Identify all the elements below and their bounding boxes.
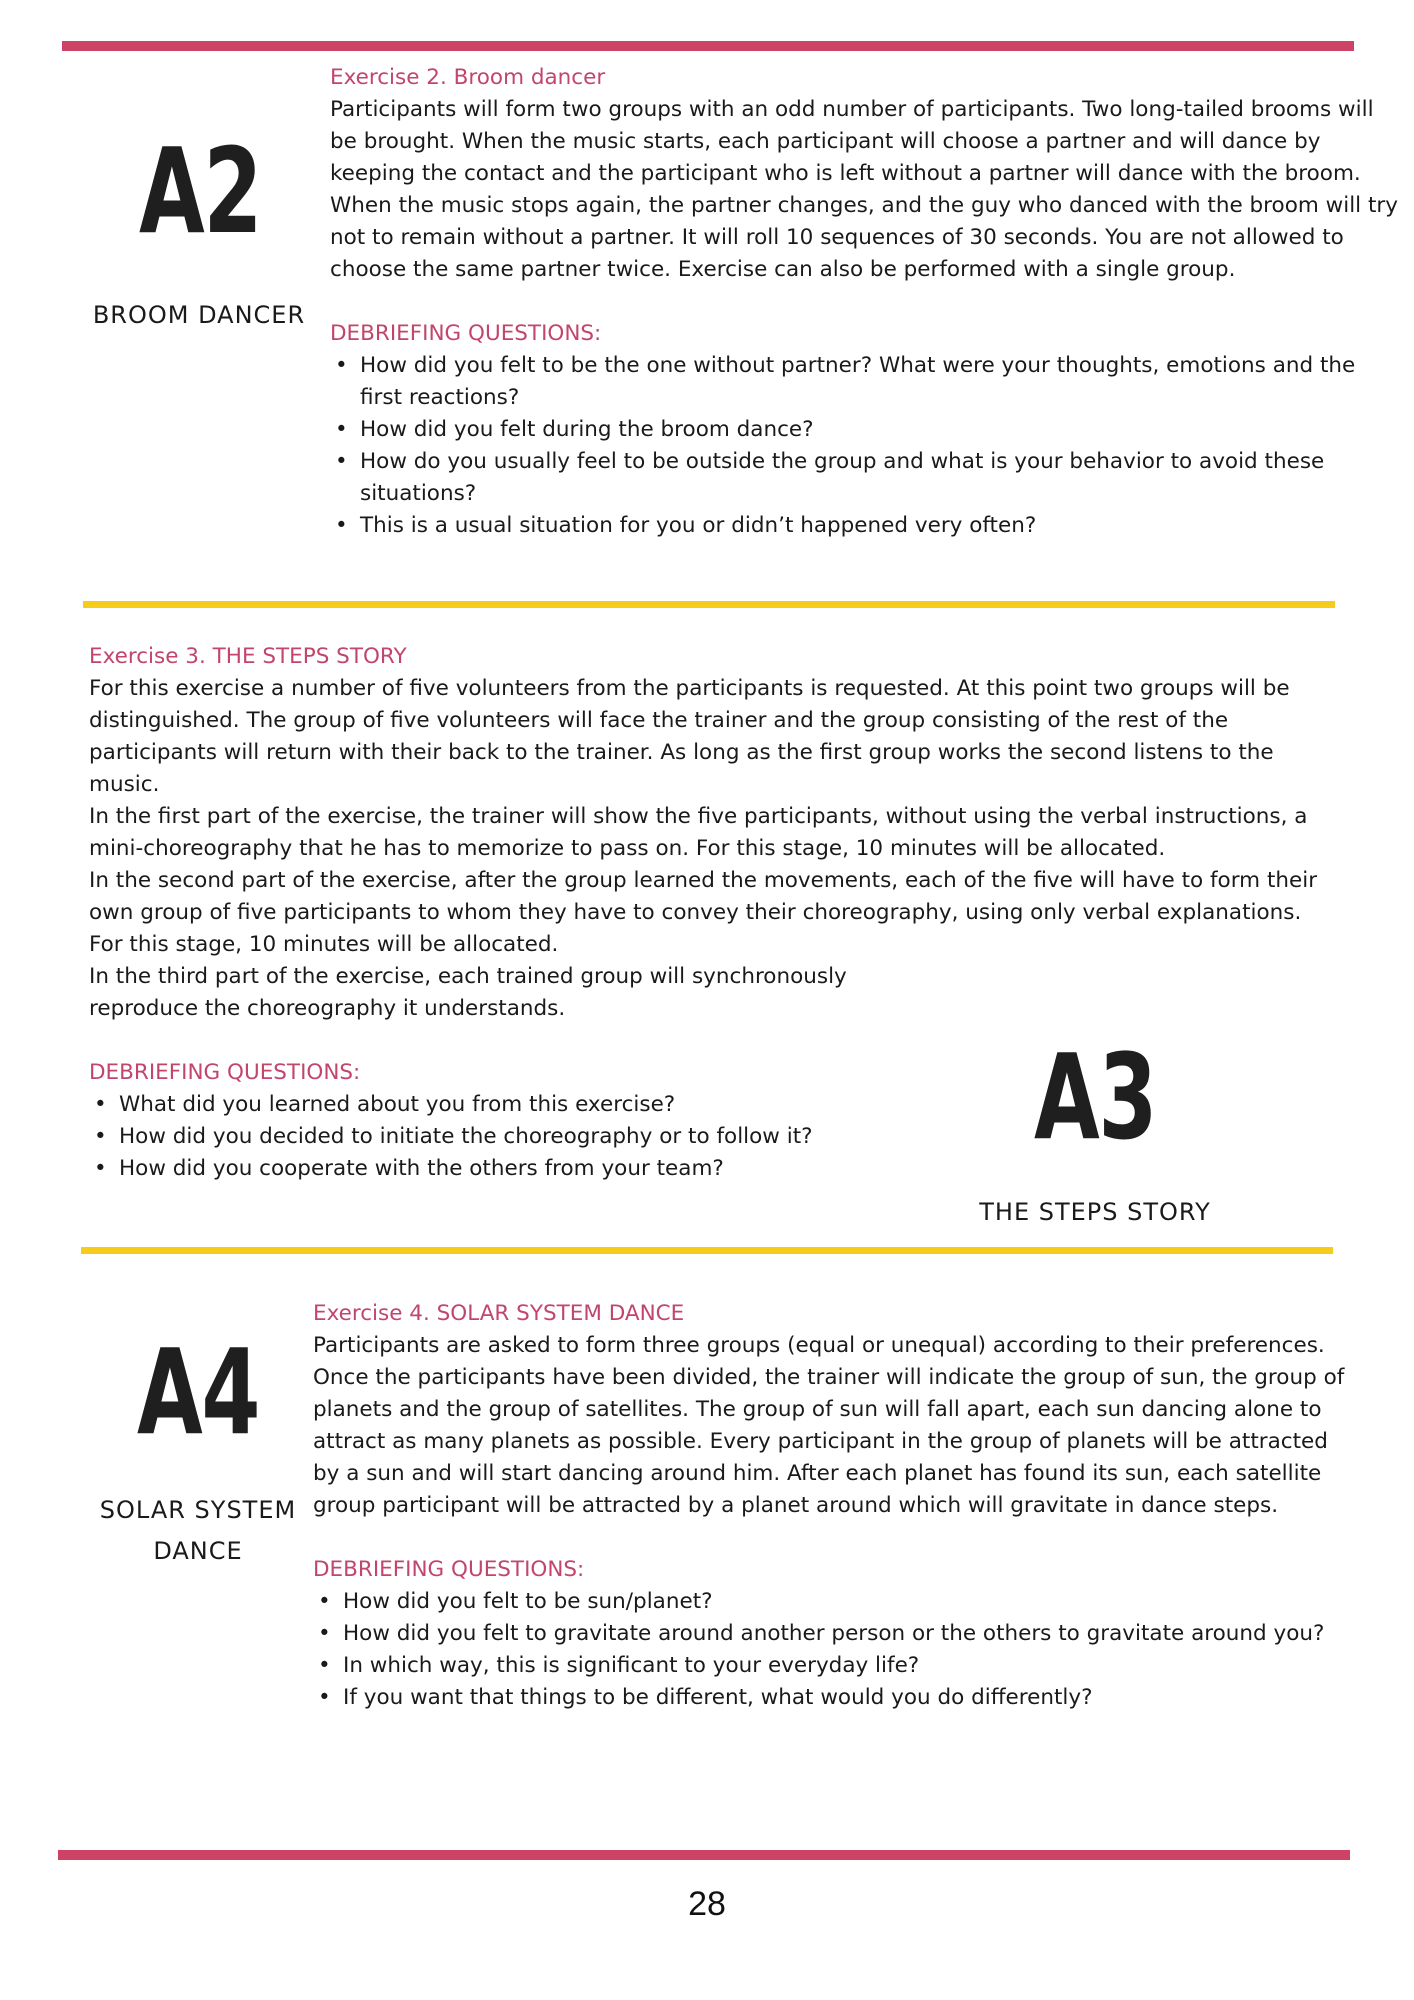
exercise-paragraph-a3-2: In the first part of the exercise, the trainer will show the five participants, without using the verbal instructions, a mini-choreography that he has to memorize to pass on. For this stage, 10 minutes will be allocated. <box>89 804 1308 861</box>
question-item: • How do you usually feel to be outside the group and what is your behavior to avoid these situations? <box>330 446 1400 510</box>
exercise-paragraph-a3-4: In the third part of the exercise, each trained group will synchronously reproduce the choreography it understands. <box>89 964 847 1021</box>
question-item: • How did you felt to be sun/planet? <box>313 1586 1358 1618</box>
question-item: • What did you learned about you from this exercise? <box>89 1089 949 1121</box>
debriefing-heading-a3: DEBRIEFING QUESTIONS: <box>89 1060 361 1085</box>
exercise-name-a3: THE STEPS STORY <box>979 1198 1211 1226</box>
exercise-name-a4: SOLAR SYSTEM DANCE <box>99 1496 297 1565</box>
question-item: • How did you felt to be the one without partner? What were your thoughts, emotions and the first reactions? <box>330 350 1400 414</box>
exercise-heading-a4: Exercise 4. SOLAR SYSTEM DANCE <box>313 1301 685 1326</box>
exercise-code-a4: A4 <box>137 1323 259 1461</box>
exercise-code-a2: A2 <box>139 122 261 260</box>
question-item: • If you want that things to be different, what would you do differently? <box>313 1682 1358 1714</box>
top-divider <box>62 41 1354 51</box>
page-number: 28 <box>688 1885 726 1923</box>
exercise-code-a3: A3 <box>1034 1028 1156 1166</box>
question-item: • How did you felt to gravitate around another person or the others to gravitate around you? <box>313 1618 1358 1650</box>
exercise-heading-a3: Exercise 3. THE STEPS STORY <box>89 644 407 669</box>
debriefing-heading-a4: DEBRIEFING QUESTIONS: <box>313 1557 585 1582</box>
exercise-a4-body <box>313 1298 1358 1714</box>
exercise-description-a2: Participants will form two groups with an odd number of participants. Two long-tailed brooms will be brought. When the music starts, each participant will choose a partner and will dance by keeping the contact and the participant who is left without a partner will dance with the broom. When the music stops again, the partner changes, and the guy who danced with the broom will try not to remain without a partner. It will roll 10 sequences of 30 seconds. You are not allowed to choose the same partner twice. Exercise can also be performed with a single group. <box>330 97 1398 282</box>
exercise-a2-body <box>330 62 1400 542</box>
exercise-heading-a2: Exercise 2. Broom dancer <box>330 65 606 90</box>
question-item: • How did you decided to initiate the choreography or to follow it? <box>89 1121 949 1153</box>
question-item: • This is a usual situation for you or didn’t happened very often? <box>330 510 1400 542</box>
question-item: • In which way, this is significant to your everyday life? <box>313 1650 1358 1682</box>
debriefing-questions-a2 <box>330 350 1400 542</box>
question-item: • How did you cooperate with the others from your team? <box>89 1153 949 1185</box>
bottom-divider <box>58 1850 1350 1860</box>
section-divider <box>83 601 1335 608</box>
exercise-paragraph-a3-1: For this exercise a number of five volunteers from the participants is requested. At this point two groups will be distinguished. The group of five volunteers will face the trainer and the group consisting of the rest of the participants will return with their back to the trainer. As long as the first group works the second listens to the music. <box>89 676 1290 797</box>
exercise-description-a4: Participants are asked to form three groups (equal or unequal) according to their preferences. Once the participants have been divided, the trainer will indicate the group of sun, the group of planets and the group of satellites. The group of sun will fall apart, each sun dancing alone to attract as many planets as possible. Every participant in the group of planets will be attracted by a sun and will start dancing around him. After each planet has found its sun, each satellite group participant will be attracted by a planet around which will gravitate in dance steps. <box>313 1333 1345 1518</box>
section-divider <box>81 1247 1333 1254</box>
debriefing-questions-a3 <box>89 1089 949 1185</box>
question-item: • How did you felt during the broom dance? <box>330 414 1400 446</box>
exercise-paragraph-a3-3: In the second part of the exercise, after the group learned the movements, each of the five will have to form their own group of five participants to whom they have to convey their choreography, using only verbal explanations. For this stage, 10 minutes will be allocated. <box>89 868 1318 957</box>
debriefing-questions-a4 <box>313 1586 1358 1714</box>
exercise-name-a2: BROOM DANCER <box>92 301 306 329</box>
debriefing-heading-a2: DEBRIEFING QUESTIONS: <box>330 321 602 346</box>
